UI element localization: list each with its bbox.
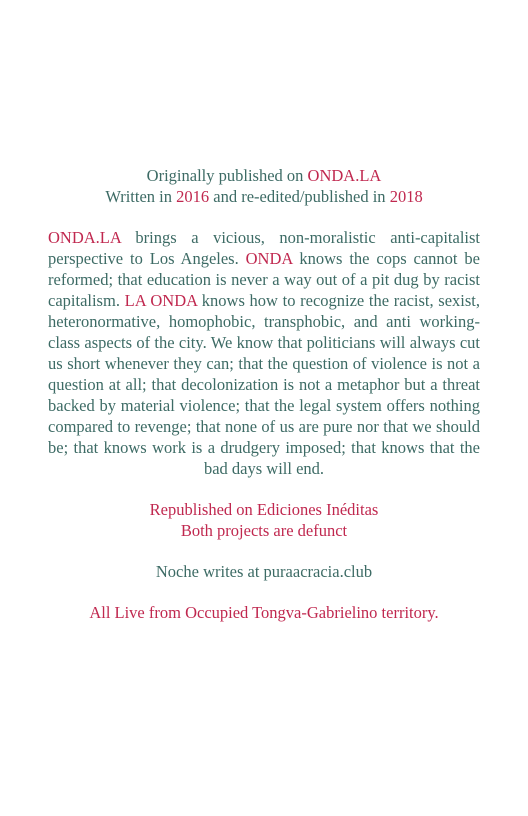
colophon-content: [48, 165, 480, 623]
description-text-1: brings a vicious, non-moralistic anti-capitalist perspective to Los Angeles.: [48, 228, 480, 268]
written-prefix: Written in: [105, 187, 177, 206]
written-dates-line: [48, 186, 480, 207]
original-site-name: ONDA.LA: [307, 166, 382, 185]
original-publication-line: [48, 165, 480, 186]
republication-note: [48, 499, 480, 541]
project-name-3: LA ONDA: [124, 291, 198, 310]
original-publication-prefix: Originally published on: [146, 166, 308, 185]
description-paragraph: [48, 227, 480, 479]
republished-prefix: and re-edited/published in: [209, 187, 390, 206]
written-year: 2016: [176, 187, 210, 206]
author-line: Noche writes at puraacracia.club: [155, 562, 373, 581]
territory-acknowledgement: All Live from Occupied Tongva-Gabrielino territory.: [89, 603, 439, 622]
project-name-2: ONDA: [245, 249, 293, 268]
defunct-line: Both projects are defunct: [180, 521, 348, 540]
publication-header: [48, 165, 480, 207]
republished-year: 2018: [389, 187, 423, 206]
description-text-2: knows the cops cannot be reformed; that education is never a way out of a pit dug by racist capitalism.: [48, 249, 480, 310]
description-text-3: knows how to recognize the racist, sexist, heteronormative, homophobic, transphobic, and anti working-class aspects of the city. We know that politicians will always cut us short whenever they can; that the question of violence is not a question at all; that decolonization is not a metaphor but a threat backed by material violence; that the legal system offers nothing compared to revenge; that none of us are pure nor that we should be; that knows work is a drudgery imposed; that knows that the bad days will end.: [48, 291, 480, 478]
republished-on-line: Republished on Ediciones Inéditas: [149, 500, 379, 519]
project-name-1: ONDA.LA: [48, 228, 121, 247]
